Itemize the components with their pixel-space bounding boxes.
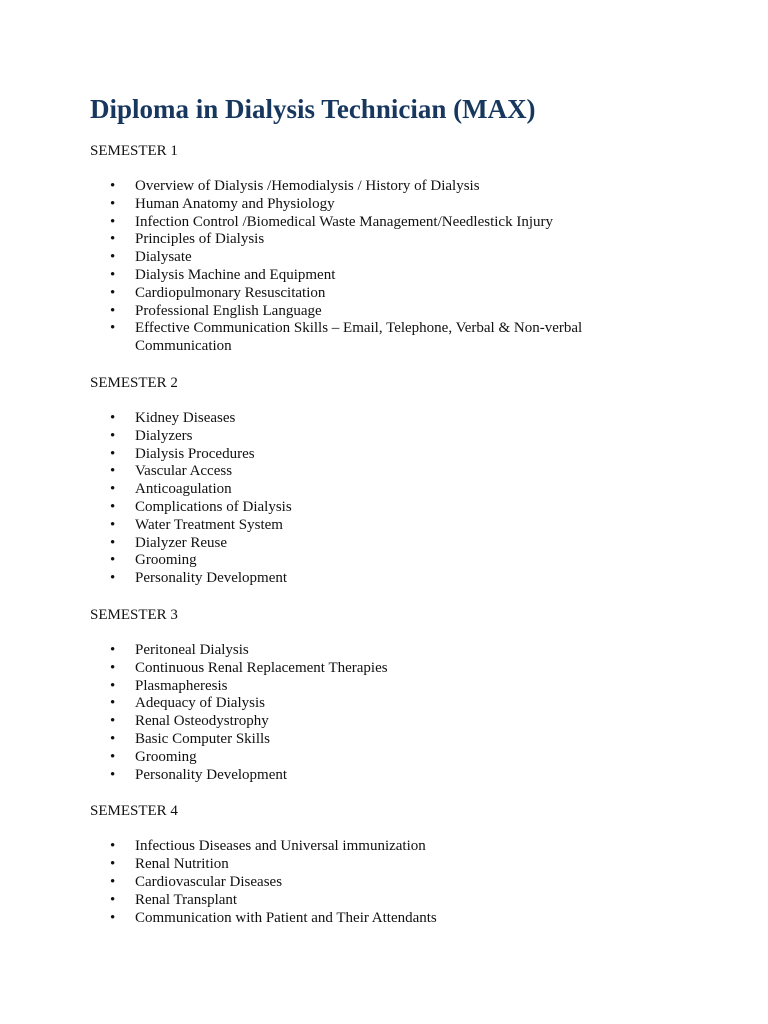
list-item: • Dialyzer Reuse	[90, 535, 605, 553]
document-page	[90, 92, 690, 927]
list-item: • Dialyzers	[90, 428, 605, 446]
list-item: • Cardiopulmonary Resuscitation	[90, 285, 605, 303]
list-item: • Complications of Dialysis	[90, 499, 605, 517]
list-item: • Dialysis Procedures	[90, 446, 605, 464]
list-item: • Dialysis Machine and Equipment	[90, 267, 605, 285]
list-item: • Renal Nutrition	[90, 856, 605, 874]
list-item: • Vascular Access	[90, 463, 605, 481]
list-item: • Basic Computer Skills	[90, 731, 605, 749]
semester-4-list	[90, 838, 690, 927]
list-item: • Infection Control /Biomedical Waste Management/Needlestick Injury	[90, 214, 605, 232]
list-item: • Water Treatment System	[90, 517, 605, 535]
list-item: • Grooming	[90, 552, 605, 570]
list-item: • Peritoneal Dialysis	[90, 642, 605, 660]
semester-2-heading: SEMESTER 2	[90, 374, 178, 391]
list-item: • Renal Osteodystrophy	[90, 713, 605, 731]
list-item: • Adequacy of Dialysis	[90, 695, 605, 713]
list-item: • Professional English Language	[90, 303, 605, 321]
list-item: • Effective Communication Skills – Email, Telephone, Verbal & Non-verbal Communication	[90, 320, 605, 356]
list-item: • Cardiovascular Diseases	[90, 874, 605, 892]
list-item: • Overview of Dialysis /Hemodialysis / History of Dialysis	[90, 178, 605, 196]
list-item: • Kidney Diseases	[90, 410, 605, 428]
list-item: • Personality Development	[90, 570, 605, 588]
semester-2-list	[90, 410, 690, 588]
semester-3-list	[90, 642, 690, 784]
document-title: Diploma in Dialysis Technician (MAX)	[90, 94, 536, 124]
list-item: • Continuous Renal Replacement Therapies	[90, 660, 605, 678]
list-item: • Infectious Diseases and Universal immunization	[90, 838, 605, 856]
list-item: • Dialysate	[90, 249, 605, 267]
list-item: • Plasmapheresis	[90, 678, 605, 696]
semester-1-list	[90, 178, 690, 356]
list-item: • Grooming	[90, 749, 605, 767]
semester-4-heading: SEMESTER 4	[90, 803, 178, 820]
semester-3-heading: SEMESTER 3	[90, 606, 178, 623]
list-item: • Human Anatomy and Physiology	[90, 196, 605, 214]
list-item: • Communication with Patient and Their Attendants	[90, 910, 605, 928]
list-item: • Personality Development	[90, 767, 605, 785]
semester-1-heading: SEMESTER 1	[90, 143, 178, 159]
list-item: • Anticoagulation	[90, 481, 605, 499]
list-item: • Renal Transplant	[90, 892, 605, 910]
list-item: • Principles of Dialysis	[90, 231, 605, 249]
